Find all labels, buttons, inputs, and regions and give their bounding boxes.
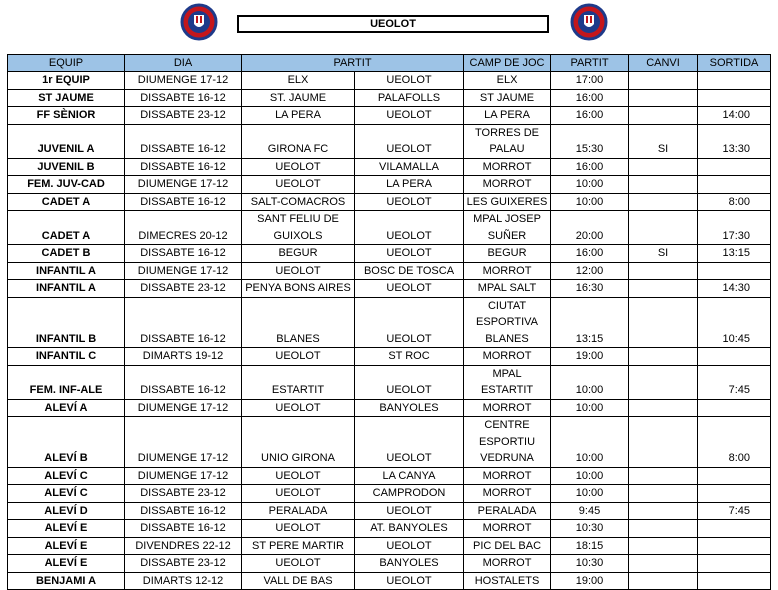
camp-line: HOSTALETS bbox=[474, 574, 540, 587]
cell-hora: 10:00 bbox=[551, 417, 629, 468]
club-crest-icon bbox=[567, 3, 611, 41]
cell-hora: 19:00 bbox=[551, 572, 629, 590]
header-hora: PARTIT bbox=[551, 55, 629, 72]
camp-line: MORROT bbox=[482, 350, 532, 362]
cell-camp bbox=[464, 502, 551, 520]
cell-hora: 13:15 bbox=[551, 297, 629, 348]
cell-visitant: UEOLOT bbox=[355, 107, 464, 125]
cell-camp bbox=[464, 280, 551, 298]
cell-camp bbox=[464, 365, 551, 399]
cell-local: UEOLOT bbox=[242, 555, 355, 573]
cell-equip: ALEVÍ B bbox=[8, 417, 125, 468]
cell-dia: DISSABTE 16-12 bbox=[125, 297, 242, 348]
cell-canvi bbox=[629, 158, 698, 176]
cell-equip: BENJAMI A bbox=[8, 572, 125, 590]
cell-canvi bbox=[629, 107, 698, 125]
cell-local: UEOLOT bbox=[242, 158, 355, 176]
header-sortida: SORTIDA bbox=[698, 55, 771, 72]
cell-local: UEOLOT bbox=[242, 399, 355, 417]
cell-visitant: BANYOLES bbox=[355, 399, 464, 417]
cell-dia: DIUMENGE 17-12 bbox=[125, 417, 242, 468]
cell-sortida bbox=[698, 572, 771, 590]
camp-line: TORRES DE bbox=[475, 126, 539, 139]
cell-hora: 18:15 bbox=[551, 537, 629, 555]
cell-canvi bbox=[629, 467, 698, 485]
cell-canvi bbox=[629, 262, 698, 280]
cell-equip: FF SÈNIOR bbox=[8, 107, 125, 125]
table-row bbox=[8, 262, 771, 280]
table-row bbox=[8, 124, 771, 158]
cell-camp bbox=[464, 555, 551, 573]
cell-dia: DISSABTE 23-12 bbox=[125, 107, 242, 125]
cell-dia: DISSABTE 23-12 bbox=[125, 280, 242, 298]
cell-dia: DISSABTE 16-12 bbox=[125, 502, 242, 520]
cell-sortida bbox=[698, 537, 771, 555]
cell-canvi bbox=[629, 89, 698, 107]
cell-camp bbox=[464, 89, 551, 107]
cell-equip: INFANTIL A bbox=[8, 280, 125, 298]
cell-local: UEOLOT bbox=[242, 467, 355, 485]
cell-dia: DIMARTS 19-12 bbox=[125, 348, 242, 366]
cell-visitant: UEOLOT bbox=[355, 537, 464, 555]
cell-dia: DISSABTE 16-12 bbox=[125, 158, 242, 176]
cell-local: PENYA BONS AIRES bbox=[242, 280, 355, 298]
camp-line: MORROT bbox=[482, 178, 532, 190]
cell-equip: JUVENIL A bbox=[8, 124, 125, 158]
cell-camp bbox=[464, 399, 551, 417]
cell-canvi bbox=[629, 193, 698, 211]
table-row bbox=[8, 211, 771, 245]
cell-sortida bbox=[698, 467, 771, 485]
cell-dia: DIUMENGE 17-12 bbox=[125, 72, 242, 90]
cell-hora: 16:00 bbox=[551, 107, 629, 125]
cell-canvi bbox=[629, 211, 698, 245]
cell-visitant: UEOLOT bbox=[355, 502, 464, 520]
header-equip: EQUIP bbox=[8, 55, 125, 72]
cell-visitant: UEOLOT bbox=[355, 211, 464, 245]
cell-equip: 1r EQUIP bbox=[8, 72, 125, 90]
schedule-table bbox=[7, 54, 771, 590]
cell-visitant: UEOLOT bbox=[355, 297, 464, 348]
cell-camp bbox=[464, 124, 551, 158]
cell-camp bbox=[464, 211, 551, 245]
header-camp: CAMP DE JOC bbox=[464, 55, 551, 72]
camp-line: MORROT bbox=[482, 557, 532, 569]
camp-line: PERALADA bbox=[477, 504, 537, 517]
table-row bbox=[8, 280, 771, 298]
cell-hora: 16:00 bbox=[551, 89, 629, 107]
cell-visitant: LA CANYA bbox=[355, 467, 464, 485]
cell-visitant: BOSC DE TOSCA bbox=[355, 262, 464, 280]
cell-sortida bbox=[698, 555, 771, 573]
cell-dia: DISSABTE 23-12 bbox=[125, 485, 242, 503]
cell-canvi bbox=[629, 72, 698, 90]
camp-line: MPAL JOSEP bbox=[473, 213, 541, 225]
cell-equip: CADET A bbox=[8, 193, 125, 211]
camp-line: LES GUIXERES bbox=[466, 195, 548, 208]
cell-camp bbox=[464, 193, 551, 211]
cell-hora: 10:00 bbox=[551, 365, 629, 399]
cell-visitant: VILAMALLA bbox=[355, 158, 464, 176]
cell-local: BEGUR bbox=[242, 245, 355, 263]
cell-local: ST PERE MARTIR bbox=[242, 537, 355, 555]
camp-line: VEDRUNA bbox=[480, 452, 534, 464]
table-row bbox=[8, 365, 771, 399]
cell-dia: DIUMENGE 17-12 bbox=[125, 399, 242, 417]
camp-line: CENTRE bbox=[484, 419, 530, 431]
cell-hora: 16:00 bbox=[551, 245, 629, 263]
cell-equip: CADET A bbox=[8, 211, 125, 245]
cell-camp bbox=[464, 467, 551, 485]
cell-sortida: 13:30 bbox=[698, 124, 771, 158]
cell-visitant: UEOLOT bbox=[355, 280, 464, 298]
cell-dia: DIUMENGE 17-12 bbox=[125, 176, 242, 194]
cell-hora: 10:00 bbox=[551, 193, 629, 211]
cell-sortida bbox=[698, 485, 771, 503]
cell-equip: INFANTIL A bbox=[8, 262, 125, 280]
cell-local: UEOLOT bbox=[242, 262, 355, 280]
cell-sortida bbox=[698, 348, 771, 366]
cell-camp bbox=[464, 572, 551, 590]
cell-dia: DISSABTE 16-12 bbox=[125, 89, 242, 107]
cell-hora: 10:00 bbox=[551, 399, 629, 417]
cell-local: GIRONA FC bbox=[242, 124, 355, 158]
cell-canvi: SI bbox=[629, 245, 698, 263]
camp-line: ESPORTIVA bbox=[476, 316, 538, 328]
cell-sortida bbox=[698, 176, 771, 194]
table-row bbox=[8, 399, 771, 417]
cell-visitant: BANYOLES bbox=[355, 555, 464, 573]
cell-hora: 20:00 bbox=[551, 211, 629, 245]
cell-equip: ALEVÍ E bbox=[8, 520, 125, 538]
cell-hora: 12:00 bbox=[551, 262, 629, 280]
camp-line: CIUTAT bbox=[487, 299, 527, 312]
cell-equip: ALEVÍ E bbox=[8, 555, 125, 573]
cell-canvi bbox=[629, 365, 698, 399]
cell-canvi bbox=[629, 399, 698, 417]
club-crest-icon bbox=[177, 3, 221, 41]
cell-camp bbox=[464, 297, 551, 348]
cell-sortida bbox=[698, 158, 771, 176]
table-row bbox=[8, 467, 771, 485]
cell-dia: DISSABTE 16-12 bbox=[125, 365, 242, 399]
cell-dia: DISSABTE 16-12 bbox=[125, 520, 242, 538]
cell-canvi bbox=[629, 485, 698, 503]
camp-line: PALAU bbox=[489, 143, 525, 155]
camp-line: ST JAUME bbox=[479, 91, 535, 104]
cell-sortida: 8:00 bbox=[698, 417, 771, 468]
cell-canvi bbox=[629, 280, 698, 298]
cell-hora: 10:30 bbox=[551, 520, 629, 538]
cell-equip: ALEVÍ A bbox=[8, 399, 125, 417]
cell-canvi bbox=[629, 176, 698, 194]
cell-sortida bbox=[698, 72, 771, 90]
cell-visitant: UEOLOT bbox=[355, 572, 464, 590]
table-row bbox=[8, 520, 771, 538]
table-row bbox=[8, 502, 771, 520]
cell-dia: DISSABTE 16-12 bbox=[125, 124, 242, 158]
cell-equip: INFANTIL C bbox=[8, 348, 125, 366]
camp-line: ESPORTIU bbox=[479, 435, 536, 448]
cell-hora: 16:30 bbox=[551, 280, 629, 298]
camp-line: PIC DEL BAC bbox=[472, 539, 542, 552]
cell-dia: DISSABTE 16-12 bbox=[125, 193, 242, 211]
cell-local: VALL DE BAS bbox=[242, 572, 355, 590]
table-row bbox=[8, 485, 771, 503]
table-row bbox=[8, 72, 771, 90]
cell-local: UNIO GIRONA bbox=[242, 417, 355, 468]
cell-canvi bbox=[629, 297, 698, 348]
header-canvi: CANVI bbox=[629, 55, 698, 72]
camp-line: BLANES bbox=[485, 332, 529, 345]
cell-hora: 16:00 bbox=[551, 158, 629, 176]
cell-hora: 10:30 bbox=[551, 555, 629, 573]
table-row bbox=[8, 417, 771, 468]
camp-line: ELX bbox=[496, 74, 518, 86]
cell-dia: DISSABTE 16-12 bbox=[125, 245, 242, 263]
camp-line: MPAL ESTARTIT bbox=[480, 367, 534, 396]
cell-visitant: CAMPRODON bbox=[355, 485, 464, 503]
cell-visitant: AT. BANYOLES bbox=[355, 520, 464, 538]
cell-sortida: 7:45 bbox=[698, 365, 771, 399]
cell-equip: ST JAUME bbox=[8, 89, 125, 107]
cell-local: ESTARTIT bbox=[242, 365, 355, 399]
cell-visitant: UEOLOT bbox=[355, 193, 464, 211]
cell-hora: 15:30 bbox=[551, 124, 629, 158]
cell-camp bbox=[464, 262, 551, 280]
cell-equip: ALEVÍ D bbox=[8, 502, 125, 520]
cell-equip: ALEVÍ C bbox=[8, 467, 125, 485]
cell-sortida: 14:00 bbox=[698, 107, 771, 125]
camp-line: MPAL SALT bbox=[477, 282, 537, 294]
table-row bbox=[8, 158, 771, 176]
cell-hora: 10:00 bbox=[551, 485, 629, 503]
camp-line: SUÑER bbox=[487, 229, 527, 242]
cell-local: ELX bbox=[242, 72, 355, 90]
cell-sortida bbox=[698, 89, 771, 107]
table-row bbox=[8, 572, 771, 590]
cell-local: UEOLOT bbox=[242, 485, 355, 503]
camp-line: MORROT bbox=[482, 264, 532, 277]
camp-line: BEGUR bbox=[487, 247, 527, 259]
table-row bbox=[8, 348, 771, 366]
cell-sortida: 13:15 bbox=[698, 245, 771, 263]
cell-local: ST. JAUME bbox=[242, 89, 355, 107]
cell-sortida: 17:30 bbox=[698, 211, 771, 245]
camp-line: MORROT bbox=[482, 487, 532, 499]
table-row bbox=[8, 537, 771, 555]
cell-dia: DIUMENGE 17-12 bbox=[125, 262, 242, 280]
cell-camp bbox=[464, 348, 551, 366]
cell-local: BLANES bbox=[242, 297, 355, 348]
cell-sortida: 8:00 bbox=[698, 193, 771, 211]
cell-local: UEOLOT bbox=[242, 520, 355, 538]
cell-equip: FEM. INF-ALE bbox=[8, 365, 125, 399]
cell-equip: JUVENIL B bbox=[8, 158, 125, 176]
cell-equip: FEM. JUV-CAD bbox=[8, 176, 125, 194]
cell-local: SALT-COMACROS bbox=[242, 193, 355, 211]
cell-equip: ALEVÍ C bbox=[8, 485, 125, 503]
cell-dia: DIVENDRES 22-12 bbox=[125, 537, 242, 555]
table-row bbox=[8, 107, 771, 125]
cell-local: UEOLOT bbox=[242, 348, 355, 366]
cell-camp bbox=[464, 158, 551, 176]
cell-sortida: 14:30 bbox=[698, 280, 771, 298]
cell-sortida bbox=[698, 399, 771, 417]
cell-visitant: UEOLOT bbox=[355, 417, 464, 468]
cell-canvi bbox=[629, 348, 698, 366]
cell-hora: 17:00 bbox=[551, 72, 629, 90]
cell-camp bbox=[464, 520, 551, 538]
header-partit: PARTIT bbox=[242, 55, 464, 72]
header-dia: DIA bbox=[125, 55, 242, 72]
cell-dia: DISSABTE 23-12 bbox=[125, 555, 242, 573]
cell-visitant: UEOLOT bbox=[355, 245, 464, 263]
cell-camp bbox=[464, 176, 551, 194]
cell-canvi: SI bbox=[629, 124, 698, 158]
cell-sortida bbox=[698, 520, 771, 538]
cell-visitant: LA PERA bbox=[355, 176, 464, 194]
cell-camp bbox=[464, 417, 551, 468]
cell-hora: 9:45 bbox=[551, 502, 629, 520]
table-row bbox=[8, 245, 771, 263]
cell-dia: DIUMENGE 17-12 bbox=[125, 467, 242, 485]
cell-local: LA PERA bbox=[242, 107, 355, 125]
cell-camp bbox=[464, 537, 551, 555]
cell-sortida bbox=[698, 262, 771, 280]
camp-line: LA PERA bbox=[484, 109, 530, 121]
cell-equip: ALEVÍ E bbox=[8, 537, 125, 555]
cell-camp bbox=[464, 72, 551, 90]
cell-visitant: UEOLOT bbox=[355, 72, 464, 90]
table-header bbox=[8, 55, 771, 72]
cell-sortida: 10:45 bbox=[698, 297, 771, 348]
cell-visitant: ST ROC bbox=[355, 348, 464, 366]
cell-local: SANT FELIU DE GUIXOLS bbox=[242, 211, 355, 245]
cell-dia: DIMECRES 20-12 bbox=[125, 211, 242, 245]
cell-equip: INFANTIL B bbox=[8, 297, 125, 348]
cell-camp bbox=[464, 485, 551, 503]
cell-hora: 10:00 bbox=[551, 176, 629, 194]
cell-hora: 19:00 bbox=[551, 348, 629, 366]
cell-visitant: UEOLOT bbox=[355, 365, 464, 399]
camp-line: MORROT bbox=[482, 401, 532, 414]
cell-dia: DIMARTS 12-12 bbox=[125, 572, 242, 590]
camp-line: MORROT bbox=[482, 522, 532, 534]
cell-camp bbox=[464, 245, 551, 263]
camp-line: MORROT bbox=[482, 160, 532, 173]
cell-visitant: UEOLOT bbox=[355, 124, 464, 158]
table-row bbox=[8, 297, 771, 348]
table-row bbox=[8, 555, 771, 573]
page-title: UEOLOT bbox=[237, 15, 549, 33]
cell-canvi bbox=[629, 555, 698, 573]
table-row bbox=[8, 176, 771, 194]
camp-line: MORROT bbox=[482, 469, 532, 482]
cell-sortida: 7:45 bbox=[698, 502, 771, 520]
cell-canvi bbox=[629, 417, 698, 468]
cell-canvi bbox=[629, 537, 698, 555]
cell-canvi bbox=[629, 520, 698, 538]
cell-hora: 10:00 bbox=[551, 467, 629, 485]
cell-visitant: PALAFOLLS bbox=[355, 89, 464, 107]
cell-local: UEOLOT bbox=[242, 176, 355, 194]
table-row bbox=[8, 89, 771, 107]
cell-canvi bbox=[629, 502, 698, 520]
cell-canvi bbox=[629, 572, 698, 590]
table-row bbox=[8, 193, 771, 211]
cell-equip: CADET B bbox=[8, 245, 125, 263]
cell-camp bbox=[464, 107, 551, 125]
cell-local: PERALADA bbox=[242, 502, 355, 520]
